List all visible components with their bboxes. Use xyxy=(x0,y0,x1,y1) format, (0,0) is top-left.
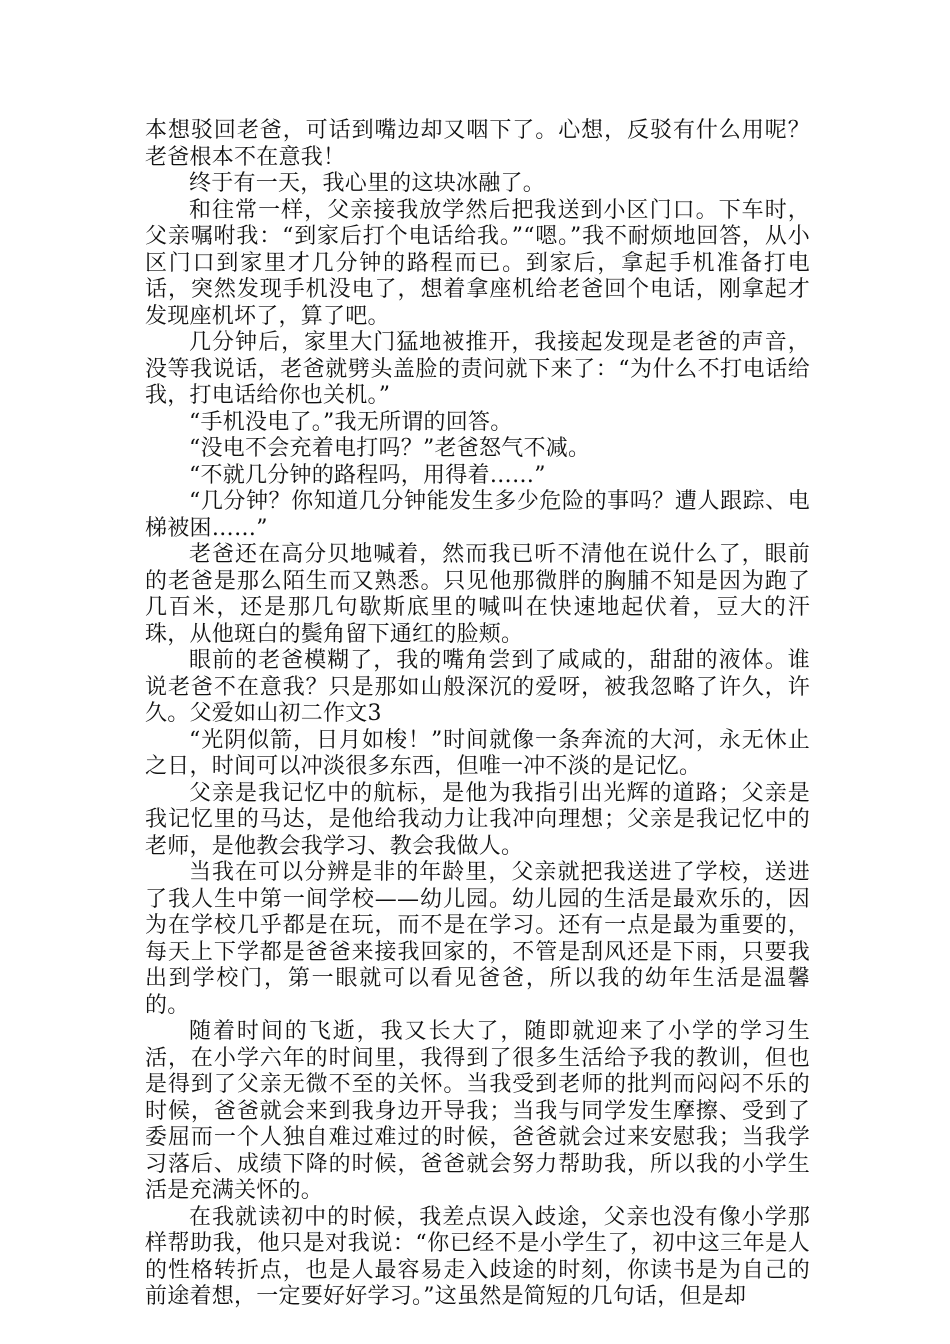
document-body xyxy=(145,118,810,1311)
paragraph: 父亲是我记忆中的航标，是他为我指引出光辉的道路；父亲是我记忆里的马达，是他给我动力让我冲向理想；父亲是我记忆中的老师，是他教会我学习、教会我做人。 xyxy=(145,780,810,859)
paragraph: 在我就读初中的时候，我差点误入歧途，父亲也没有像小学那样帮助我，他只是对我说：“你已经不是小学生了，初中这三年是人的性格转折点，也是人最容易走入歧途的时刻，你读书是为自己的前途着想，一定要好好学习。”这虽然是简短的几句话，但是却 xyxy=(145,1204,810,1309)
paragraph: “光阴似箭，日月如梭！”时间就像一条奔流的大河，永无休止之日，时间可以冲淡很多东西，但唯一冲不淡的是记忆。 xyxy=(145,727,810,779)
paragraph: “没电不会充着电打吗？”老爸怒气不减。 xyxy=(189,436,591,461)
paragraph: 和往常一样，父亲接我放学然后把我送到小区门口。下车时，父亲嘱咐我：“到家后打个电话给我。”“嗯。”我不耐烦地回答，从小区门口到家里才几分钟的路程而已。到家后，拿起手机准备打电话，突然发现手机没电了，想着拿座机给老爸回个电话，刚拿起才发现座机坏了，算了吧。 xyxy=(145,197,810,329)
paragraph: “手机没电了。”我无所谓的回答。 xyxy=(189,409,513,435)
paragraph: 本想驳回老爸，可话到嘴边却又咽下了。心想，反驳有什么用呢？老爸根本不在意我！ xyxy=(145,118,810,170)
paragraph: “不就几分钟的路程吗，用得着……” xyxy=(189,462,546,488)
paragraph: 随着时间的飞逝，我又长大了，随即就迎来了小学的学习生活，在小学六年的时间里，我得到了很多生活给予我的教训，但也是得到了父亲无微不至的关怀。当我受到老师的批判而闷闷不乐的时候，爸爸就会来到我身边开导我；当我与同学发生摩擦、受到了委屈而一个人独自难过难过的时候，爸爸就会过来安慰我；当我学习落后、成绩下降的时候，爸爸就会努力帮助我，所以我的小学生活是充满关怀的。 xyxy=(145,1019,810,1203)
paragraph: 终于有一天，我心里的这块冰融了。 xyxy=(189,171,546,196)
paragraph: “几分钟？你知道几分钟能发生多少危险的事吗？遭人跟踪、电梯被困……” xyxy=(145,489,810,541)
paragraph: 当我在可以分辨是非的年龄里，父亲就把我送进了学校，送进了我人生中第一间学校——幼儿园。幼儿园的生活是最欢乐的，因为在学校几乎都是在玩，而不是在学习。还有一点是最为重要的，每天上下学都是爸爸来接我回家的，不管是刮风还是下雨，只要我出到学校门，第一眼就可以看见爸爸，所以我的幼年生活是温馨的。 xyxy=(145,860,810,1018)
paragraph: 眼前的老爸模糊了，我的嘴角尝到了咸咸的，甜甜的液体。谁说老爸不在意我？只是那如山般深沉的爱呀，被我忽略了许久，许久。父爱如山初二作文3 xyxy=(145,648,810,726)
paragraph: 老爸还在高分贝地喊着，然而我已听不清他在说什么了，眼前的老爸是那么陌生而又熟悉。只见他那微胖的胸脯不知是因为跑了几百米，还是那几句歇斯底里的喊叫在快速地起伏着，豆大的汗珠，从他斑白的鬓角留下通红的脸颊。 xyxy=(145,542,810,647)
paragraph: 几分钟后，家里大门猛地被推开，我接起发现是老爸的声音，没等我说话，老爸就劈头盖脸的责问就下来了：“为什么不打电话给我，打电话给你也关机。” xyxy=(145,330,810,408)
